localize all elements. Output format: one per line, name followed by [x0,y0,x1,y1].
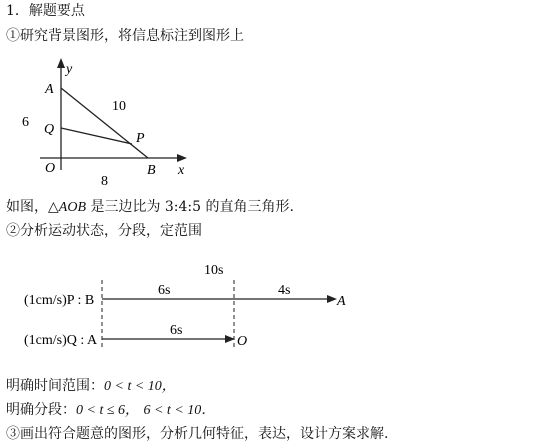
point-A-label: A [45,82,54,97]
triangle-note-pre: 如图，△ [6,199,59,215]
length-OB: 8 [101,174,108,189]
q-end-label: O [237,334,248,349]
segment-AB [61,88,148,158]
y-axis-arrow [57,58,65,68]
timeline-total: 10s [204,263,224,278]
point-P-label: P [136,131,145,146]
point-B-label: B [147,163,156,178]
p-end-label: A [337,294,346,309]
segment-2-expr: 6 < t < 10． [143,403,216,418]
triangle-name: AOB [58,200,86,215]
segments [6,401,215,420]
point-Q-label: Q [44,122,55,137]
step1-text: ①研究背景图形，将信息标注到图形上 [6,28,244,44]
p-first-duration: 6s [158,283,171,298]
segment-1-expr: 0 < t ≤ 6， [76,403,140,418]
timeline-figure [24,263,346,349]
point-O-label: O [45,161,56,176]
x-axis-arrow [177,154,187,162]
step3-text: ③画出符合题意的图形，分析几何特征，表达，设计方案求解. [6,426,389,442]
coordinate-figure [22,58,187,189]
p-arrow-head [327,295,337,303]
length-AB: 10 [112,99,126,114]
time-range [6,377,176,396]
length-OA: 6 [22,115,29,130]
q-motion-label: (1cm/s)Q : A [24,333,98,348]
p-second-duration: 4s [278,283,291,298]
time-range-label: 明确时间范围： [6,378,104,394]
triangle-note [6,198,294,217]
q-duration: 6s [170,323,183,338]
time-range-expr: 0 < t < 10， [104,379,176,394]
segments-label: 明确分段： [6,402,76,418]
heading: 1．解题要点 [6,3,85,19]
p-motion-label: (1cm/s)P : B [24,293,95,308]
triangle-note-post: 是三边比为 3:4:5 的直角三角形. [86,199,294,215]
y-axis-label: y [66,62,73,77]
x-axis-label: x [178,163,185,178]
step2-text: ②分析运动状态，分段，定范围 [6,223,202,239]
